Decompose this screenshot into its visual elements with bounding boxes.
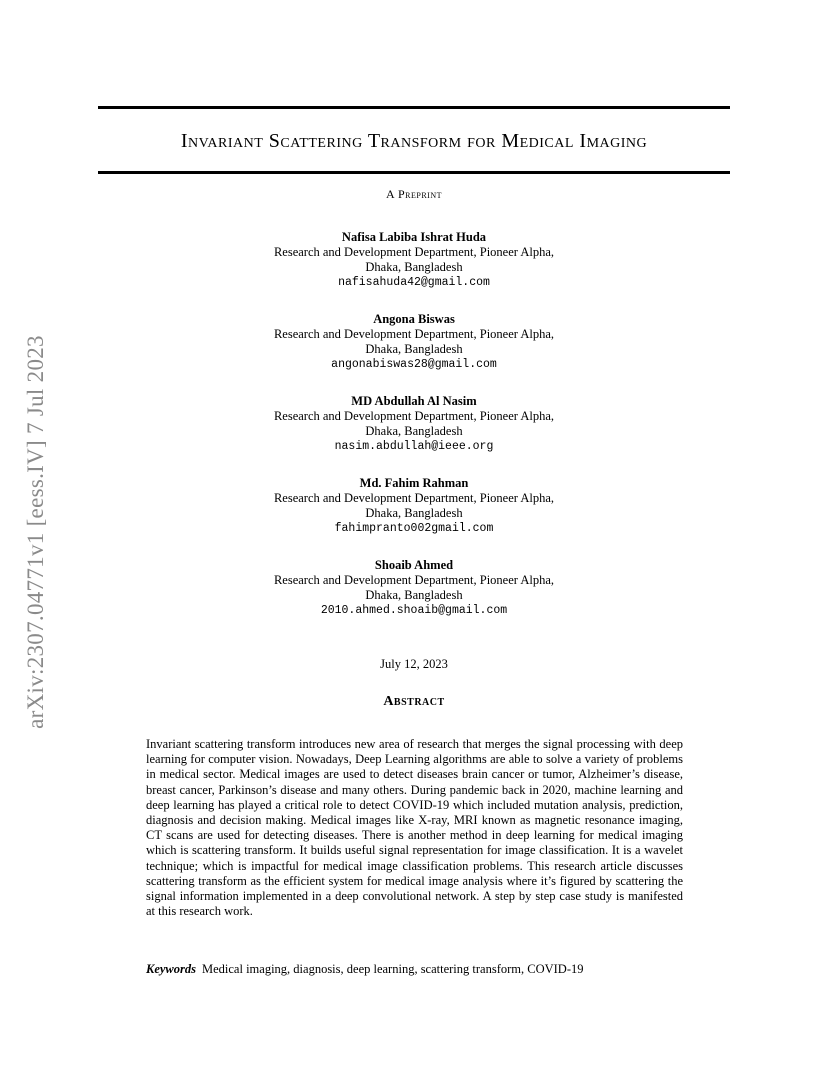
title-bottom-rule xyxy=(98,171,730,174)
author-email[interactable]: nafisahuda42@gmail.com xyxy=(338,276,490,289)
paper-title: Invariant Scattering Transform for Medical Imaging xyxy=(180,130,648,152)
author-name: Md. Fahim Rahman xyxy=(359,476,469,490)
author-block xyxy=(0,394,828,476)
author-email[interactable]: fahimpranto002gmail.com xyxy=(334,522,494,535)
author-name: MD Abdullah Al Nasim xyxy=(351,394,477,408)
author-block xyxy=(0,558,828,640)
author-block xyxy=(0,312,828,394)
keywords-text: Medical imaging, diagnosis, deep learning, scattering transform, COVID-19 xyxy=(202,962,584,976)
author-affiliation: Research and Development Department, Pioneer Alpha, xyxy=(273,245,555,259)
author-block xyxy=(0,230,828,312)
abstract-body: Invariant scattering transform introduces new area of research that merges the signal processing with deep learning for computer vision. Nowadays, Deep Learning algorithms are able to solve a variety of problems in medical sector. Medical images are used to detect diseases brain cancer or tumor, Alzheimer’s disease, breast cancer, Parkinson’s disease and many others. During pandemic back in 2020, machine learning and deep learning has played a critical role to detect COVID-19 which included mutation analysis, prediction, diagnosis and decision making. Medical images like X-ray, MRI known as magnetic resonance imaging, CT scans are used for detecting diseases. There is another method in deep learning for medical imaging which is scattering transform. It builds useful signal representation for image classification. It is a wavelet technique; which is impactful for medical image classification problems. This research article discusses scattering transform as the efficient system for medical image analysis where it’s figured by scattering the signal information implemented in a deep convolutional network. A step by step case study is manifested at this research work. xyxy=(146,737,683,919)
author-location: Dhaka, Bangladesh xyxy=(365,260,463,274)
author-email[interactable]: angonabiswas28@gmail.com xyxy=(331,358,497,371)
author-name: Shoaib Ahmed xyxy=(374,558,454,572)
author-location: Dhaka, Bangladesh xyxy=(365,342,463,356)
author-affiliation: Research and Development Department, Pioneer Alpha, xyxy=(273,573,555,587)
author-name: Nafisa Labiba Ishrat Huda xyxy=(341,230,487,244)
preprint-label: A Preprint xyxy=(385,187,442,201)
author-email[interactable]: 2010.ahmed.shoaib@gmail.com xyxy=(320,604,508,617)
keywords-label: Keywords xyxy=(146,962,196,976)
abstract-heading: Abstract xyxy=(383,694,445,709)
author-affiliation: Research and Development Department, Pioneer Alpha, xyxy=(273,327,555,341)
publication-date: July 12, 2023 xyxy=(380,657,448,671)
author-location: Dhaka, Bangladesh xyxy=(365,588,463,602)
arxiv-identifier-stamp: arXiv:2307.04771v1 [eess.IV] 7 Jul 2023 xyxy=(23,335,48,729)
author-name: Angona Biswas xyxy=(373,312,455,326)
title-top-rule xyxy=(98,106,730,109)
author-affiliation: Research and Development Department, Pioneer Alpha, xyxy=(273,409,555,423)
author-location: Dhaka, Bangladesh xyxy=(365,506,463,520)
author-affiliation: Research and Development Department, Pioneer Alpha, xyxy=(273,491,555,505)
author-block xyxy=(0,476,828,558)
author-email[interactable]: nasim.abdullah@ieee.org xyxy=(334,440,494,453)
author-location: Dhaka, Bangladesh xyxy=(365,424,463,438)
author-list xyxy=(0,230,828,640)
keywords-line xyxy=(146,962,706,977)
